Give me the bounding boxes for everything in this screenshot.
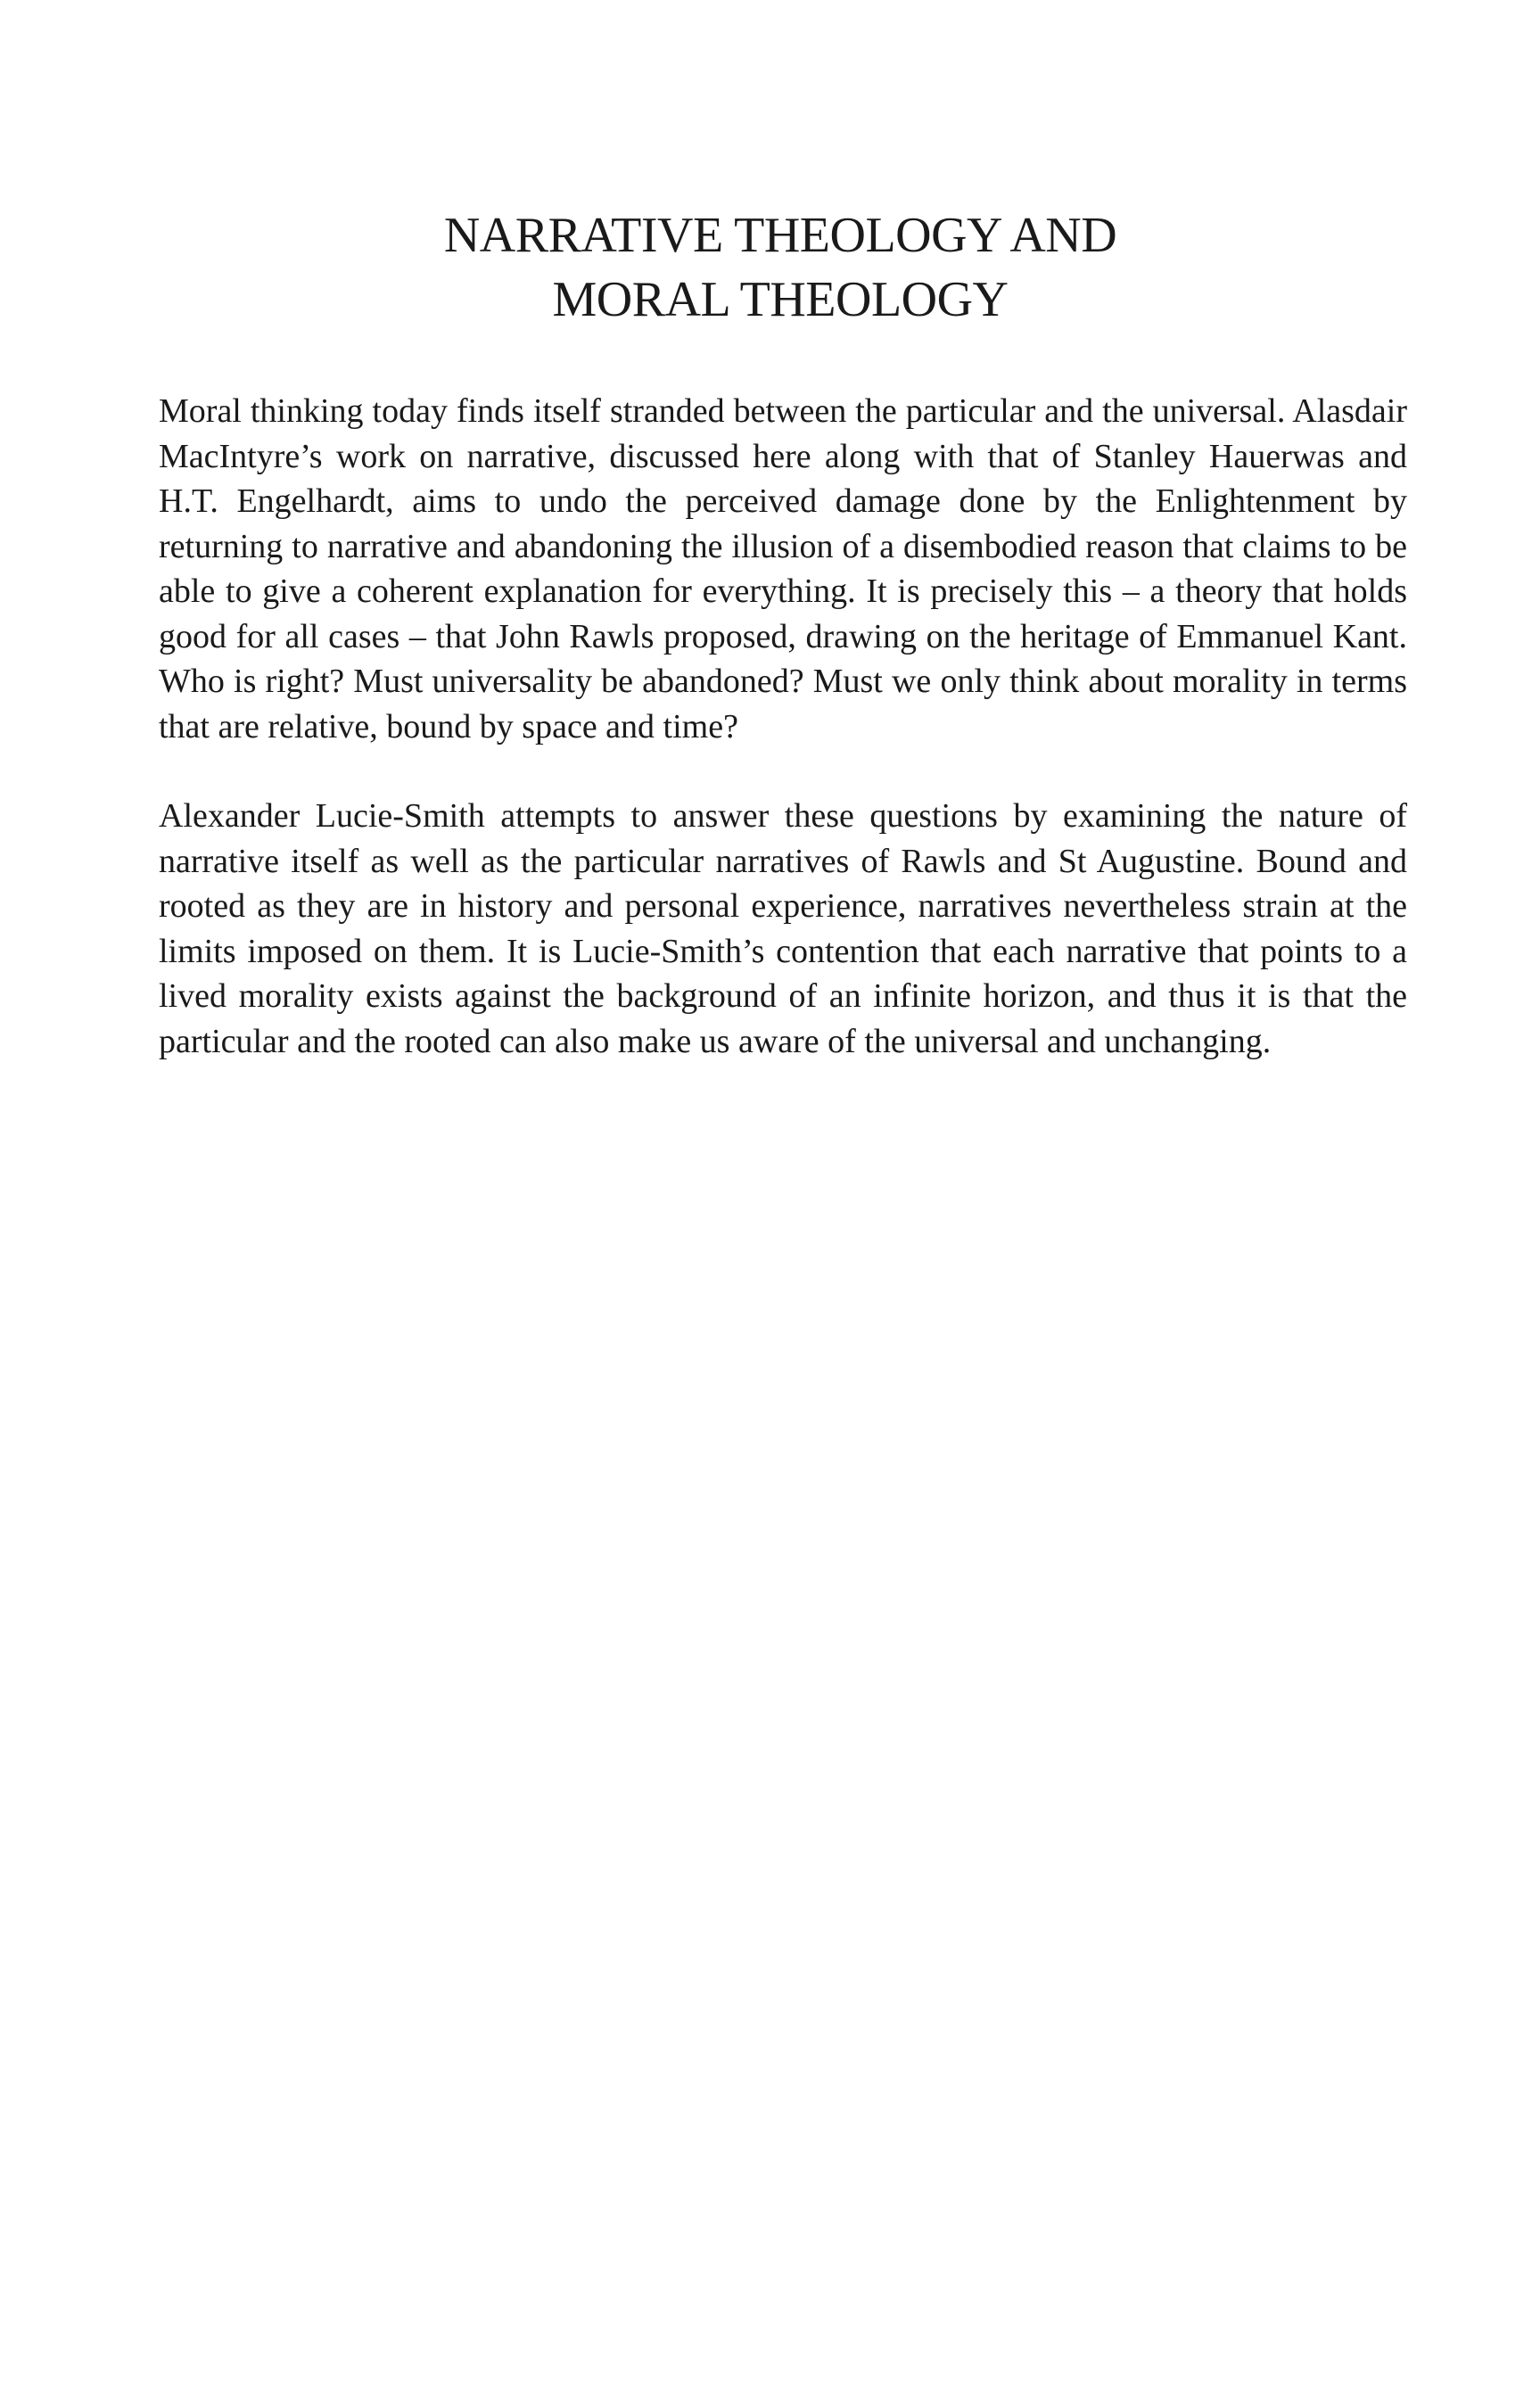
title-line-1: NARRATIVE THEOLOGY AND <box>443 208 1117 263</box>
body-text <box>159 389 1407 1108</box>
document-title <box>0 203 1540 332</box>
paragraph-2: Alexander Lucie-Smith attempts to answer these questions by examining the nature of narrative itself as well as the particular narratives of Rawls and St Augustine. Bound and rooted as they are in history and personal experience, narratives nevertheless strain at the limits imposed on them. It is Lucie-Smith’s contention that each narrative that points to a lived morality exists against the background of an infinite horizon, and thus it is that the particular and the rooted can also make us aware of the universal and unchanging. <box>159 797 1407 1060</box>
paragraph-1: Moral thinking today finds itself stranded between the particular and the universal. Alasdair MacIntyre’s work on narrative, discussed here along with that of Stanley Hauerwas and H.T. Engelhardt, aims to undo the perceived damage done by the Enlightenment by returning to narrative and abandoning the illusion of a disembodied reason that claims to be able to give a coherent explanation for everything. It is precisely this – a theory that holds good for all cases – that John Rawls proposed, drawing on the heritage of Emmanuel Kant. Who is right? Must universality be abandoned? Must we only think about morality in terms that are relative, bound by space and time? <box>159 392 1407 745</box>
title-line-2: MORAL THEOLOGY <box>552 272 1009 327</box>
